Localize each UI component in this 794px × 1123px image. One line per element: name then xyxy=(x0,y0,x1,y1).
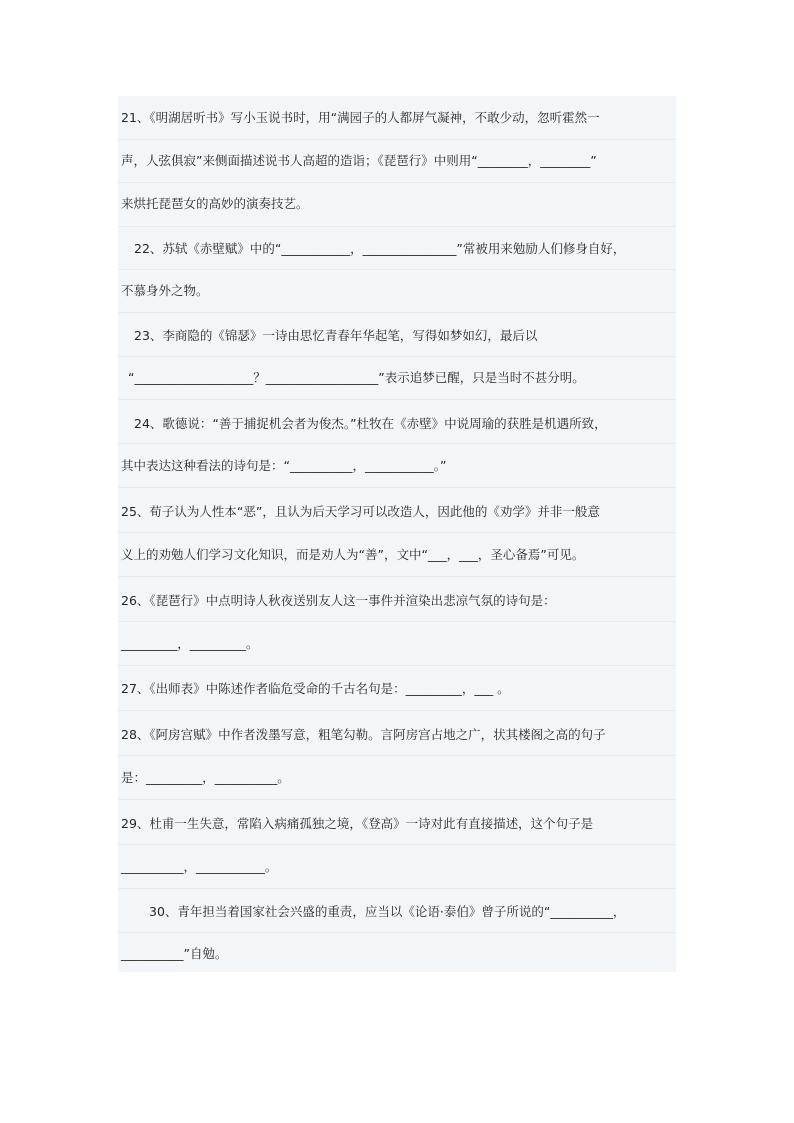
question-28-line-1: 28、《阿房宫赋》中作者泼墨写意，粗笔勾勒。言阿房宫占地之广，状其楼阁之高的句子 xyxy=(121,727,606,742)
question-21-line-1: 21、《明湖居听书》写小玉说书时，用“满园子的人都屏气凝神，不敢少动，忽听霍然一 xyxy=(121,110,600,125)
question-21-line-3: 来烘托琵琶女的高妙的演奏技艺。 xyxy=(121,196,309,211)
question-24-line-2: 其中表达这种看法的诗句是：“__________，___________。” xyxy=(121,458,447,473)
question-26-line-1: 26、《琵琶行》中点明诗人秋夜送别友人这一事件并渲染出悲凉气氛的诗句是： xyxy=(121,593,556,608)
question-23-line-2: “___________________？__________________”表示追梦已醒，只是当时不甚分明。 xyxy=(128,370,585,385)
question-30-line-1: 30、青年担当着国家社会兴盛的重责，应当以《论语·泰伯》曾子所说的“__________， xyxy=(149,904,626,919)
question-29-line-1: 29、杜甫一生失意，常陷入病痛孤独之境，《登高》一诗对此有直接描述，这个句子是 xyxy=(121,816,594,831)
question-29-line-2: __________，___________。 xyxy=(121,859,278,874)
question-28-line-2: 是：_________，__________。 xyxy=(121,770,290,785)
question-23-line-1: 23、李商隐的《锦瑟》一诗由思忆青春年华起笔，写得如梦如幻，最后以 xyxy=(134,328,538,343)
question-27-line-1: 27、《出师表》中陈述作者临危受命的千古名句是：_________，___ 。 xyxy=(121,681,510,696)
question-22-line-2: 不慕身外之物。 xyxy=(121,283,209,298)
question-21-line-2: 声，人弦俱寂”来侧面描述说书人高超的造诣；《琵琶行》中则用“________，________” xyxy=(121,153,597,168)
question-24-line-1: 24、歌德说：“善于捕捉机会者为俊杰。”杜牧在《赤壁》中说周瑜的获胜是机遇所致， xyxy=(134,416,607,431)
question-25-line-2: 义上的劝勉人们学习文化知识，而是劝人为“善”，文中“___，___，圣心备焉”可见。 xyxy=(121,547,585,562)
question-26-line-2: _________，_________。 xyxy=(121,636,259,651)
question-30-line-2: __________”自勉。 xyxy=(121,946,228,961)
question-panel xyxy=(118,96,676,972)
question-22-line-1: 22、苏轼《赤壁赋》中的“___________，_______________”常被用来勉励人们修身自好， xyxy=(134,241,626,256)
question-25-line-1: 25、荀子认为人性本“恶”，且认为后天学习可以改造人，因此他的《劝学》并非一般意 xyxy=(121,504,600,519)
